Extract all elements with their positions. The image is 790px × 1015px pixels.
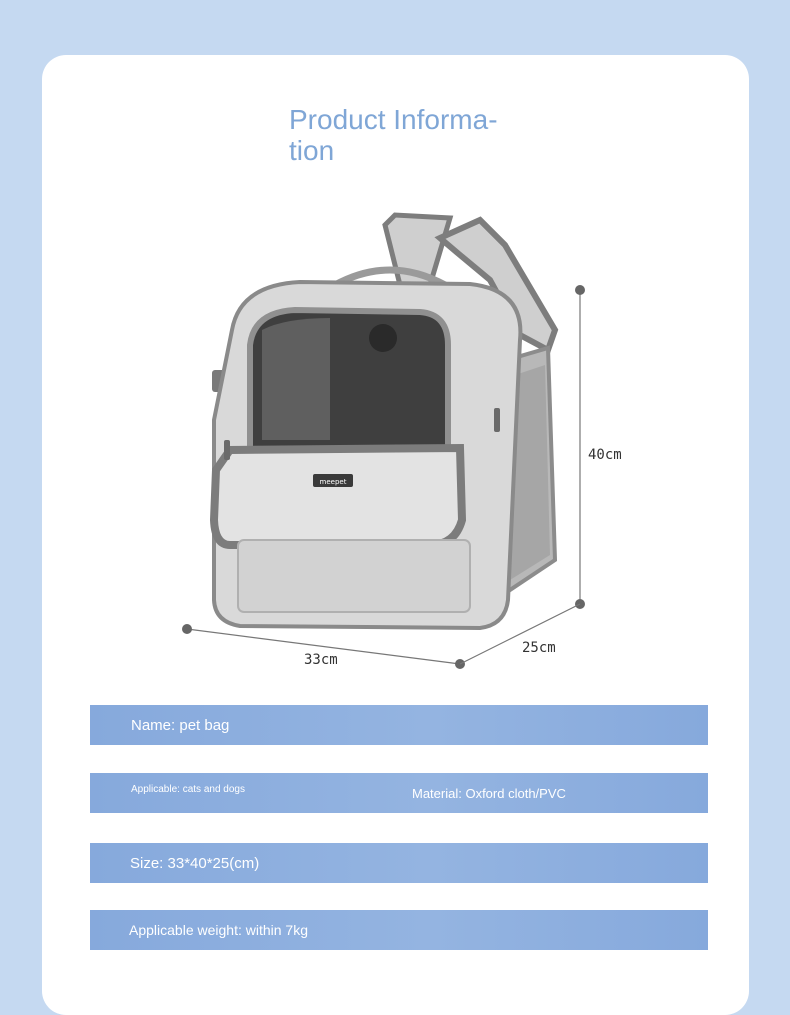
info-row-applicable-material (90, 773, 708, 813)
info-row-size (90, 843, 708, 883)
info-row-name (90, 705, 708, 745)
height-label: 40cm (588, 447, 622, 463)
size: Size: 33*40*25(cm) (130, 855, 260, 872)
page-title: Product Informa- tion (289, 104, 498, 166)
width-label: 33cm (304, 652, 338, 668)
material: Material: Oxford cloth/PVC (412, 786, 566, 801)
info-row-weight (90, 910, 708, 950)
product-name: Name: pet bag (131, 717, 230, 734)
applicable-pets: Applicable: cats and dogs (131, 784, 245, 795)
bag-logo: meepet (319, 478, 347, 486)
depth-label: 25cm (522, 640, 556, 656)
applicable-weight: Applicable weight: within 7kg (129, 922, 308, 938)
